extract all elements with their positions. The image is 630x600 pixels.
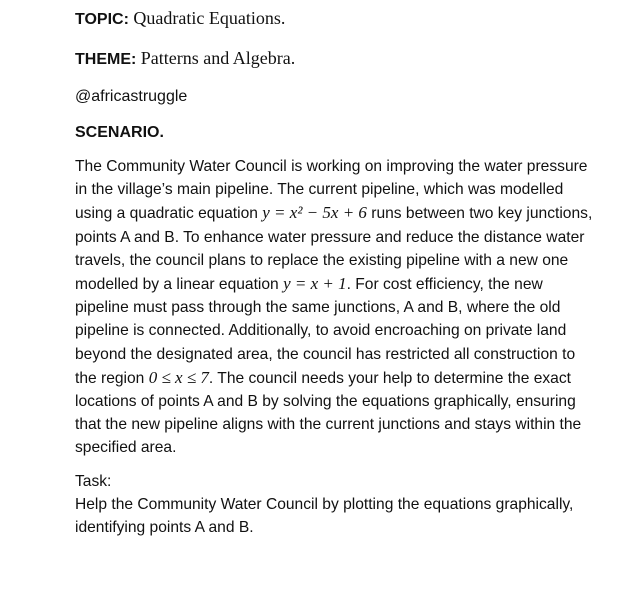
document-page bbox=[75, 6, 595, 539]
scenario-text-4: . The council needs your help to determine the exact locations of points A and B by solving the equations graphically, ensuring that the new pipeline aligns with the current junctions and stays within the specified area. bbox=[75, 369, 582, 457]
scenario-paragraph bbox=[75, 155, 595, 460]
task-heading: Task: bbox=[75, 472, 112, 490]
theme-value: Patterns and Algebra. bbox=[140, 48, 296, 68]
scenario-text-2: runs between two key junctions, points A and B. To enhance water pressure and reduce the distance water travels, the council plans to replace the existing pipeline with a new one modelled by a linear equation bbox=[75, 205, 593, 294]
scenario-text-1: The Community Water Council is working on improving the water pressure in the village’s main pipeline. The current pipeline, which was modelled using a quadratic equation bbox=[75, 158, 588, 223]
scenario-text-3: . For cost efficiency, the new pipeline must pass through the same junctions, A and B, where the old pipeline is connected. Additionally, to avoid encroaching on private land beyond the designated area, the council has restricted all construction to the region bbox=[75, 276, 576, 387]
region-inequality: 0 ≤ x ≤ 7 bbox=[148, 367, 209, 387]
topic-value: Quadratic Equations. bbox=[133, 8, 286, 28]
theme-line bbox=[75, 46, 595, 72]
theme-colon: : bbox=[131, 51, 137, 68]
linear-equation: y = x + 1 bbox=[283, 274, 347, 294]
task-text: Help the Community Water Council by plotting the equations graphically, identifying points A and B. bbox=[75, 495, 574, 536]
theme-label: THEME bbox=[75, 51, 131, 68]
author-handle: @africastruggle bbox=[75, 88, 188, 105]
quadratic-equation: y = x² − 5x + 6 bbox=[262, 203, 367, 223]
topic-colon: : bbox=[123, 11, 129, 28]
topic-label: TOPIC bbox=[75, 11, 124, 28]
scenario-heading: SCENARIO. bbox=[75, 124, 164, 141]
topic-line bbox=[75, 6, 595, 32]
